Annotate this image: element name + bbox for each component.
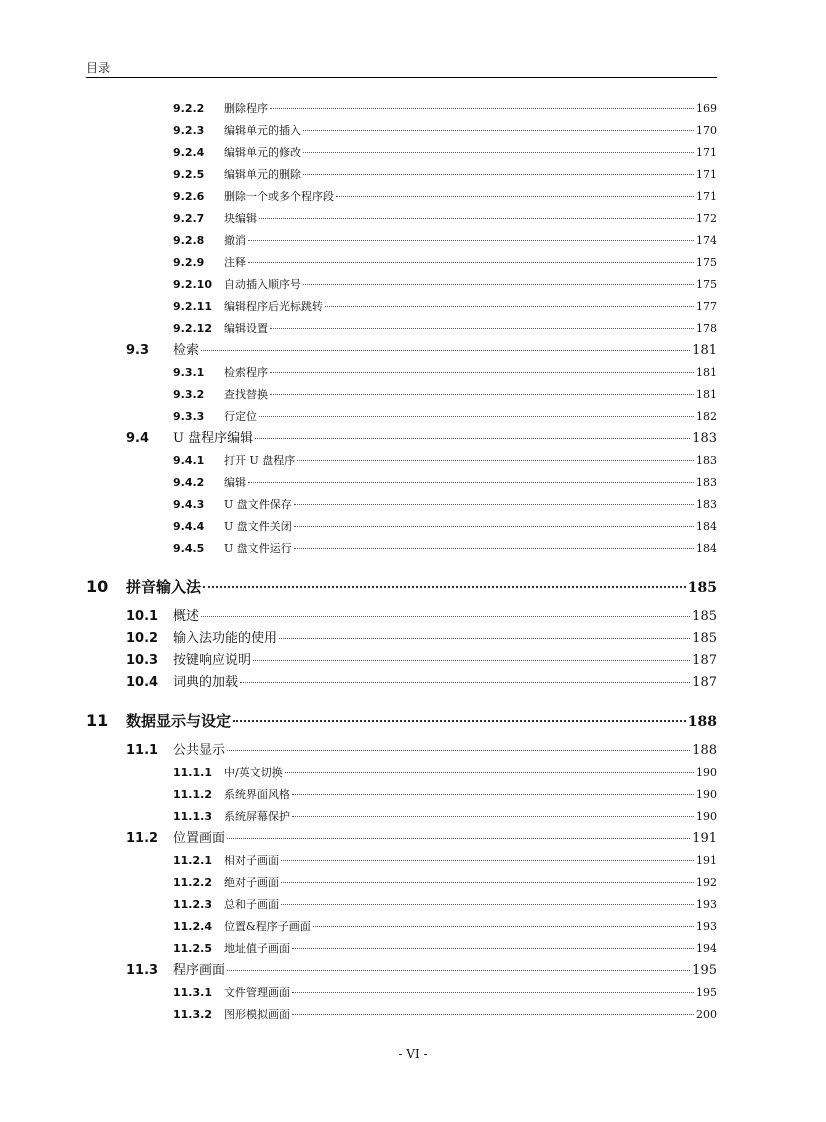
toc-entry-page: 181 — [696, 388, 717, 401]
toc-entry[interactable] — [86, 142, 717, 164]
toc-entry-title: 编辑单元的删除 — [224, 168, 301, 181]
toc-entry-page: 184 — [696, 520, 717, 533]
toc-entry[interactable] — [86, 538, 717, 560]
toc-entry-number: 9.3.2 — [173, 388, 205, 401]
toc-entry[interactable] — [86, 784, 717, 806]
toc-entry-title: 按键响应说明 — [173, 653, 252, 668]
toc-entry-page: 200 — [696, 1008, 717, 1021]
toc-entry-number: 9.4.5 — [173, 542, 205, 555]
toc-entry[interactable] — [86, 406, 717, 428]
toc-dot-leader — [294, 526, 694, 527]
toc-dot-leader — [279, 638, 690, 639]
toc-entry-number: 11.1.2 — [173, 788, 212, 801]
toc-dot-leader — [255, 438, 690, 439]
toc-entry-title: 打开 U 盘程序 — [224, 454, 296, 467]
toc-entry[interactable] — [86, 296, 717, 318]
toc-entry-page: 178 — [696, 322, 717, 335]
toc-entry-page: 190 — [696, 788, 717, 801]
toc-dot-leader — [270, 372, 694, 373]
toc-entry-page: 192 — [696, 876, 717, 889]
toc-entry-number: 11.3 — [126, 963, 159, 978]
toc-dot-leader — [303, 174, 694, 175]
toc-entry-title: 编辑程序后光标跳转 — [224, 300, 323, 313]
toc-entry[interactable] — [86, 672, 717, 694]
toc-entry-title: 总和子画面 — [224, 898, 279, 911]
toc-entry-number: 9.2.8 — [173, 234, 205, 247]
toc-dot-leader — [303, 152, 694, 153]
toc-entry[interactable] — [86, 164, 717, 186]
toc-entry-page: 195 — [696, 986, 717, 999]
toc-entry-title: 位置&程序子画面 — [224, 920, 311, 933]
toc-entry-number: 11.2.2 — [173, 876, 212, 889]
toc-entry-number: 11.2.4 — [173, 920, 212, 933]
toc-entry[interactable] — [86, 230, 717, 252]
toc-entry-title: 编辑单元的修改 — [224, 146, 301, 159]
toc-entry-number: 9.2.9 — [173, 256, 205, 269]
toc-entry-page: 193 — [696, 898, 717, 911]
toc-entry-title: 输入法功能的使用 — [173, 631, 278, 646]
toc-entry-title: 公共显示 — [173, 743, 226, 758]
toc-dot-leader — [325, 306, 694, 307]
toc-dot-leader — [285, 772, 694, 773]
toc-entry-number: 9.2.10 — [173, 278, 212, 291]
toc-entry-number: 11.1.3 — [173, 810, 212, 823]
toc-dot-leader — [270, 328, 694, 329]
toc-dot-leader — [292, 794, 694, 795]
toc-entry[interactable] — [86, 186, 717, 208]
toc-dot-leader — [303, 130, 694, 131]
toc-entry[interactable] — [86, 120, 717, 142]
toc-dot-leader — [294, 504, 694, 505]
toc-dot-leader — [336, 196, 694, 197]
toc-entry[interactable] — [86, 850, 717, 872]
toc-dot-leader — [270, 394, 694, 395]
toc-entry[interactable] — [86, 628, 717, 650]
toc-entry-page: 195 — [692, 963, 717, 978]
toc-entry-page: 184 — [696, 542, 717, 555]
toc-entry-page: 191 — [692, 831, 717, 846]
toc-entry[interactable] — [86, 252, 717, 274]
toc-entry-page: 177 — [696, 300, 717, 313]
toc-entry-number: 11.2.1 — [173, 854, 212, 867]
toc-entry-number: 10.3 — [126, 653, 159, 668]
toc-dot-leader — [303, 284, 694, 285]
toc-entry-title: U 盘程序编辑 — [173, 431, 254, 446]
toc-entry-title: 撤消 — [224, 234, 246, 247]
toc-entry-title: 系统屏幕保护 — [224, 810, 290, 823]
toc-dot-leader — [248, 240, 694, 241]
toc-entry-number: 9.3.1 — [173, 366, 205, 379]
toc-entry-page: 190 — [696, 810, 717, 823]
toc-dot-leader — [297, 460, 694, 461]
toc-entry[interactable] — [86, 472, 717, 494]
toc-entry-title: 自动插入顺序号 — [224, 278, 301, 291]
toc-entry-number: 10.1 — [126, 609, 159, 624]
toc-entry-page: 190 — [696, 766, 717, 779]
toc-entry-page: 171 — [696, 168, 717, 181]
header-title: 目录 — [86, 61, 111, 75]
toc-entry-title: 中/英文切换 — [224, 766, 283, 779]
page-header — [86, 58, 717, 78]
toc-dot-leader — [253, 660, 690, 661]
toc-entry-page: 185 — [692, 609, 717, 624]
toc-entry-page: 188 — [687, 714, 717, 730]
toc-entry-number: 10.4 — [126, 675, 159, 690]
toc-entry-number: 11.2.5 — [173, 942, 212, 955]
toc-entry-title: 程序画面 — [173, 963, 226, 978]
toc-entry-title: 编辑单元的插入 — [224, 124, 301, 137]
toc-entry-number: 11.2 — [126, 831, 159, 846]
toc-entry[interactable] — [86, 274, 717, 296]
toc-dot-leader — [201, 616, 690, 617]
toc-entry[interactable] — [86, 574, 717, 600]
toc-entry[interactable] — [86, 384, 717, 406]
toc-entry-number: 9.2.12 — [173, 322, 212, 335]
toc-entry-title: 图形模拟画面 — [224, 1008, 290, 1021]
toc-entry-title: 编辑设置 — [224, 322, 268, 335]
toc-entry-number: 9.2.4 — [173, 146, 205, 159]
toc-entry-title: U 盘文件关闭 — [224, 520, 292, 533]
toc-entry[interactable] — [86, 650, 717, 672]
toc-entry-number: 9.2.2 — [173, 102, 205, 115]
toc-entry-title: 删除程序 — [224, 102, 268, 115]
toc-entry[interactable] — [86, 708, 717, 734]
toc-entry-page: 183 — [692, 431, 717, 446]
toc-entry-page: 172 — [696, 212, 717, 225]
toc-entry[interactable] — [86, 362, 717, 384]
toc-entry[interactable] — [86, 606, 717, 628]
toc-entry-number: 11.3.1 — [173, 986, 212, 999]
toc-entry[interactable] — [86, 894, 717, 916]
toc-entry-page: 174 — [696, 234, 717, 247]
toc-entry-page: 181 — [696, 366, 717, 379]
toc-dot-leader — [233, 720, 686, 722]
toc-entry-page: 175 — [696, 278, 717, 291]
toc-entry-number: 11.2.3 — [173, 898, 212, 911]
toc-entry[interactable] — [86, 494, 717, 516]
toc-dot-leader — [281, 904, 694, 905]
toc-dot-leader — [292, 816, 694, 817]
toc-entry[interactable] — [86, 516, 717, 538]
toc-dot-leader — [259, 416, 694, 417]
toc-entry-number: 9.2.3 — [173, 124, 205, 137]
toc-dot-leader — [248, 482, 694, 483]
toc-entry-page: 187 — [692, 653, 717, 668]
toc-entry-number: 9.2.5 — [173, 168, 205, 181]
toc-entry-number: 11 — [86, 711, 109, 730]
toc-entry[interactable] — [86, 916, 717, 938]
toc-entry-page: 171 — [696, 146, 717, 159]
toc-entry-page: 194 — [696, 942, 717, 955]
toc-dot-leader — [227, 838, 690, 839]
toc-entry-title: 地址值子画面 — [224, 942, 290, 955]
toc-entry-page: 171 — [696, 190, 717, 203]
toc-entry[interactable] — [86, 938, 717, 960]
toc-dot-leader — [281, 860, 694, 861]
toc-entry-number: 11.1 — [126, 743, 159, 758]
toc-dot-leader — [201, 350, 690, 351]
toc-dot-leader — [227, 750, 690, 751]
toc-entry-page: 169 — [696, 102, 717, 115]
toc-entry[interactable] — [86, 960, 717, 982]
toc-dot-leader — [313, 926, 694, 927]
toc-entry[interactable] — [86, 1004, 717, 1026]
toc-entry-page: 191 — [696, 854, 717, 867]
toc-entry-number: 11.3.2 — [173, 1008, 212, 1021]
toc-dot-leader — [240, 682, 690, 683]
toc-entry-title: 块编辑 — [224, 212, 257, 225]
toc-entry-number: 9.4 — [126, 431, 150, 446]
toc-dot-leader — [259, 218, 694, 219]
toc-entry[interactable] — [86, 828, 717, 850]
toc-entry-number: 9.4.2 — [173, 476, 205, 489]
toc-entry-title: 概述 — [173, 609, 200, 624]
toc-entry-page: 183 — [696, 454, 717, 467]
toc-entry[interactable] — [86, 982, 717, 1004]
toc-dot-leader — [292, 948, 694, 949]
toc-entry-title: 数据显示与设定 — [126, 712, 232, 730]
toc-entry-title: U 盘文件保存 — [224, 498, 292, 511]
toc-dot-leader — [292, 992, 694, 993]
toc-entry-title: 检索 — [173, 343, 200, 358]
toc-entry-title: 绝对子画面 — [224, 876, 279, 889]
page-number: - VI - — [398, 1047, 428, 1061]
toc-dot-leader — [281, 882, 694, 883]
toc-entry-page: 175 — [696, 256, 717, 269]
toc-dot-leader — [203, 586, 686, 588]
toc-entry-title: U 盘文件运行 — [224, 542, 292, 555]
toc-entry-number: 10.2 — [126, 631, 159, 646]
toc-entry[interactable] — [86, 428, 717, 450]
toc-entry-page: 170 — [696, 124, 717, 137]
toc-entry-title: 拼音输入法 — [126, 578, 202, 596]
toc-entry-page: 183 — [696, 498, 717, 511]
toc-entry-number: 9.4.1 — [173, 454, 205, 467]
toc-entry-title: 检索程序 — [224, 366, 268, 379]
table-of-contents — [86, 98, 717, 1026]
toc-entry-title: 位置画面 — [173, 831, 226, 846]
toc-entry[interactable] — [86, 450, 717, 472]
toc-entry-number: 9.4.4 — [173, 520, 205, 533]
toc-entry-number: 9.3.3 — [173, 410, 205, 423]
toc-entry-title: 词典的加载 — [173, 675, 239, 690]
toc-dot-leader — [294, 548, 694, 549]
toc-entry-number: 9.4.3 — [173, 498, 205, 511]
toc-entry-page: 185 — [687, 580, 717, 596]
toc-entry[interactable] — [86, 806, 717, 828]
toc-entry-title: 查找替换 — [224, 388, 268, 401]
toc-entry[interactable] — [86, 98, 717, 120]
toc-dot-leader — [227, 970, 690, 971]
toc-entry-title: 删除一个或多个程序段 — [224, 190, 334, 203]
toc-dot-leader — [270, 108, 694, 109]
toc-dot-leader — [248, 262, 694, 263]
toc-entry[interactable] — [86, 318, 717, 340]
toc-entry-title: 注释 — [224, 256, 246, 269]
toc-entry-page: 188 — [692, 743, 717, 758]
toc-entry-page: 181 — [692, 343, 717, 358]
toc-entry-page: 185 — [692, 631, 717, 646]
toc-entry-page: 193 — [696, 920, 717, 933]
toc-entry-title: 系统界面风格 — [224, 788, 290, 801]
toc-entry[interactable] — [86, 762, 717, 784]
toc-entry-number: 10 — [86, 577, 109, 596]
toc-entry-number: 9.3 — [126, 343, 150, 358]
toc-entry[interactable] — [86, 340, 717, 362]
toc-entry-number: 9.2.11 — [173, 300, 212, 313]
toc-entry-page: 183 — [696, 476, 717, 489]
toc-entry-page: 187 — [692, 675, 717, 690]
toc-entry[interactable] — [86, 872, 717, 894]
toc-entry-title: 文件管理画面 — [224, 986, 290, 999]
toc-entry[interactable] — [86, 740, 717, 762]
toc-entry-number: 9.2.6 — [173, 190, 205, 203]
toc-entry-page: 182 — [696, 410, 717, 423]
toc-entry-number: 9.2.7 — [173, 212, 205, 225]
toc-entry-title: 相对子画面 — [224, 854, 279, 867]
toc-dot-leader — [292, 1014, 694, 1015]
toc-entry-title: 行定位 — [224, 410, 257, 423]
toc-entry-number: 11.1.1 — [173, 766, 212, 779]
toc-entry-title: 编辑 — [224, 476, 246, 489]
toc-entry[interactable] — [86, 208, 717, 230]
